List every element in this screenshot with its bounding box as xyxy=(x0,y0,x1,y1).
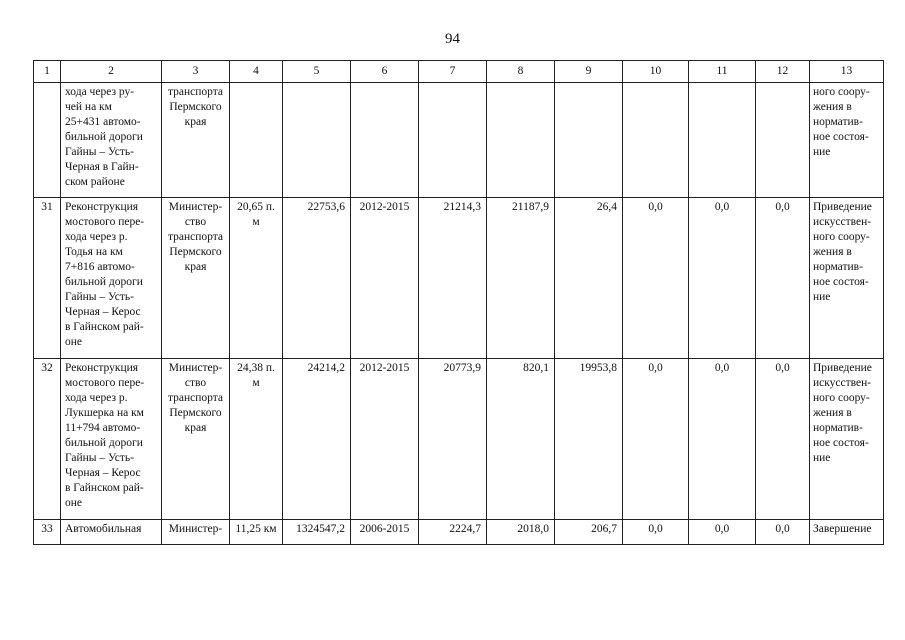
column-header: 1 xyxy=(34,61,61,83)
capacity-cell: 11,25 км xyxy=(230,520,283,545)
value-cell: 21214,3 xyxy=(419,198,487,359)
object-name-cell: Реконструкция мостового пере- хода через р. Лукшерка на км 11+794 автомо- бильной дороги Гайны – Усть- Черная – Керос в Гайнском рай- оне xyxy=(61,359,162,520)
value-cell: 0,0 xyxy=(623,359,689,520)
value-cell: 0,0 xyxy=(689,359,756,520)
value-cell: 2224,7 xyxy=(419,520,487,545)
table-row xyxy=(34,198,884,359)
column-header: 3 xyxy=(162,61,230,83)
column-header: 9 xyxy=(555,61,623,83)
row-number-cell xyxy=(34,83,61,198)
executor-cell: Министер- ство транспорта Пермского края xyxy=(162,198,230,359)
value-cell: 820,1 xyxy=(487,359,555,520)
value-cell xyxy=(487,83,555,198)
value-cell xyxy=(623,83,689,198)
table-header-row xyxy=(34,61,884,83)
value-cell: 19953,8 xyxy=(555,359,623,520)
column-header: 8 xyxy=(487,61,555,83)
value-cell: 20773,9 xyxy=(419,359,487,520)
capacity-cell: 20,65 п. м xyxy=(230,198,283,359)
total-cost-cell: 24214,2 xyxy=(283,359,351,520)
column-header: 12 xyxy=(756,61,810,83)
row-number-cell: 32 xyxy=(34,359,61,520)
value-cell: 0,0 xyxy=(689,198,756,359)
result-cell: ного соору- жения в норматив- ное состоя- ние xyxy=(810,83,884,198)
value-cell: 21187,9 xyxy=(487,198,555,359)
column-header: 11 xyxy=(689,61,756,83)
table-row xyxy=(34,359,884,520)
executor-cell: Министер- xyxy=(162,520,230,545)
table-row xyxy=(34,520,884,545)
total-cost-cell: 22753,6 xyxy=(283,198,351,359)
executor-cell: Министер- ство транспорта Пермского края xyxy=(162,359,230,520)
column-header: 10 xyxy=(623,61,689,83)
result-cell: Приведение искусствен- ного соору- жения в норматив- ное состоя- ние xyxy=(810,359,884,520)
table-row xyxy=(34,83,884,198)
result-cell: Приведение искусствен- ного соору- жения в норматив- ное состоя- ние xyxy=(810,198,884,359)
period-cell xyxy=(351,83,419,198)
value-cell: 26,4 xyxy=(555,198,623,359)
column-header: 2 xyxy=(61,61,162,83)
executor-cell: транспорта Пермского края xyxy=(162,83,230,198)
value-cell xyxy=(756,83,810,198)
value-cell xyxy=(419,83,487,198)
column-header: 13 xyxy=(810,61,884,83)
value-cell: 0,0 xyxy=(623,198,689,359)
column-header: 4 xyxy=(230,61,283,83)
object-name-cell: хода через ру- чей на км 25+431 автомо- бильной дороги Гайны – Усть- Черная в Гайн- ском районе xyxy=(61,83,162,198)
page-number: 94 xyxy=(445,31,460,47)
column-header: 6 xyxy=(351,61,419,83)
row-number-cell: 31 xyxy=(34,198,61,359)
value-cell xyxy=(689,83,756,198)
object-name-cell: Автомобильная xyxy=(61,520,162,545)
value-cell: 0,0 xyxy=(689,520,756,545)
total-cost-cell: 1324547,2 xyxy=(283,520,351,545)
capacity-cell: 24,38 п. м xyxy=(230,359,283,520)
value-cell: 2018,0 xyxy=(487,520,555,545)
object-name-cell: Реконструкция мостового пере- хода через р. Тодья на км 7+816 автомо- бильной дороги Гайны – Усть- Черная – Керос в Гайнском рай- оне xyxy=(61,198,162,359)
period-cell: 2012-2015 xyxy=(351,198,419,359)
value-cell: 0,0 xyxy=(756,359,810,520)
value-cell xyxy=(555,83,623,198)
row-number-cell: 33 xyxy=(34,520,61,545)
value-cell: 206,7 xyxy=(555,520,623,545)
capacity-cell xyxy=(230,83,283,198)
column-header: 7 xyxy=(419,61,487,83)
value-cell: 0,0 xyxy=(756,520,810,545)
result-cell: Завершение xyxy=(810,520,884,545)
period-cell: 2006-2015 xyxy=(351,520,419,545)
column-header: 5 xyxy=(283,61,351,83)
program-table xyxy=(33,60,884,545)
value-cell: 0,0 xyxy=(756,198,810,359)
value-cell: 0,0 xyxy=(623,520,689,545)
total-cost-cell xyxy=(283,83,351,198)
period-cell: 2012-2015 xyxy=(351,359,419,520)
